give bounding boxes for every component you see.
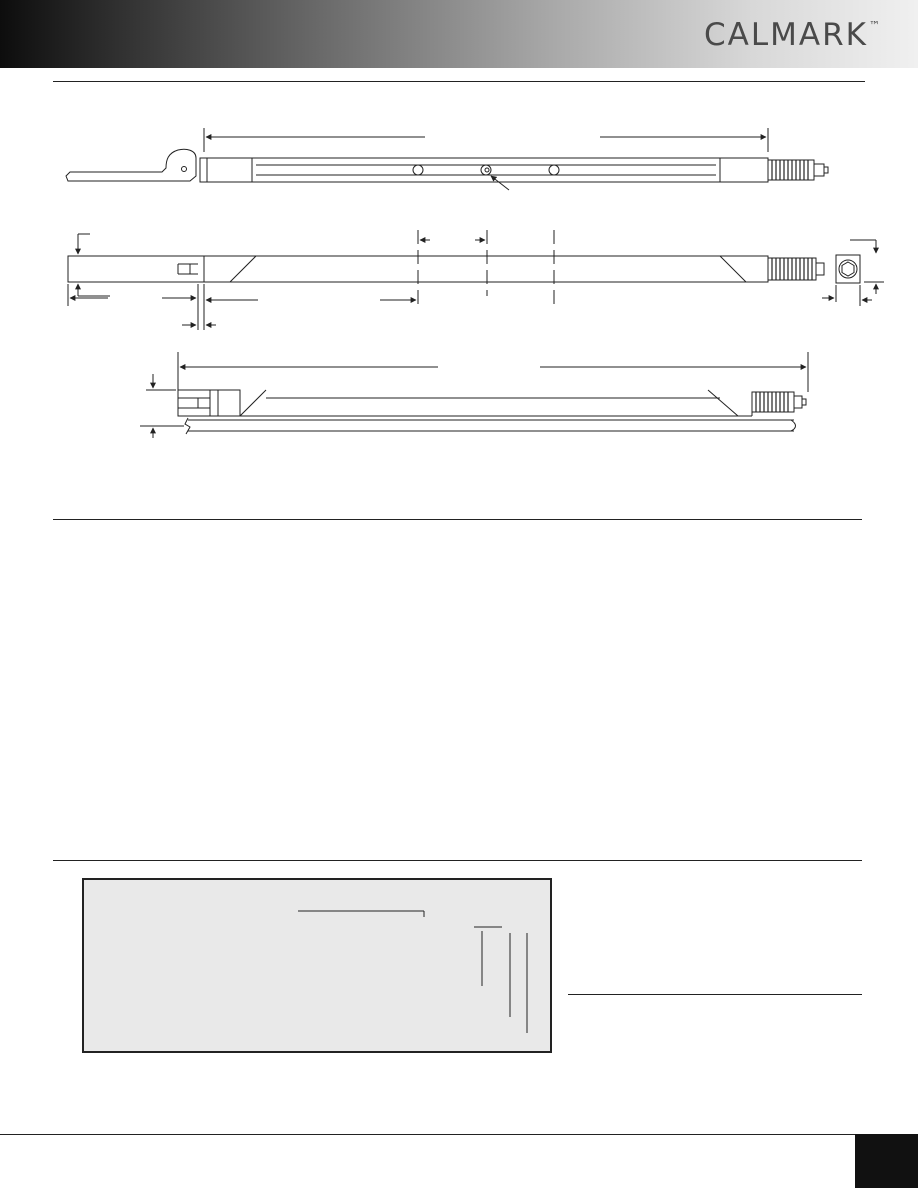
trademark: ™ xyxy=(868,19,880,32)
brand-name: CALMARK xyxy=(704,17,868,53)
page-corner-tab xyxy=(855,1134,918,1188)
